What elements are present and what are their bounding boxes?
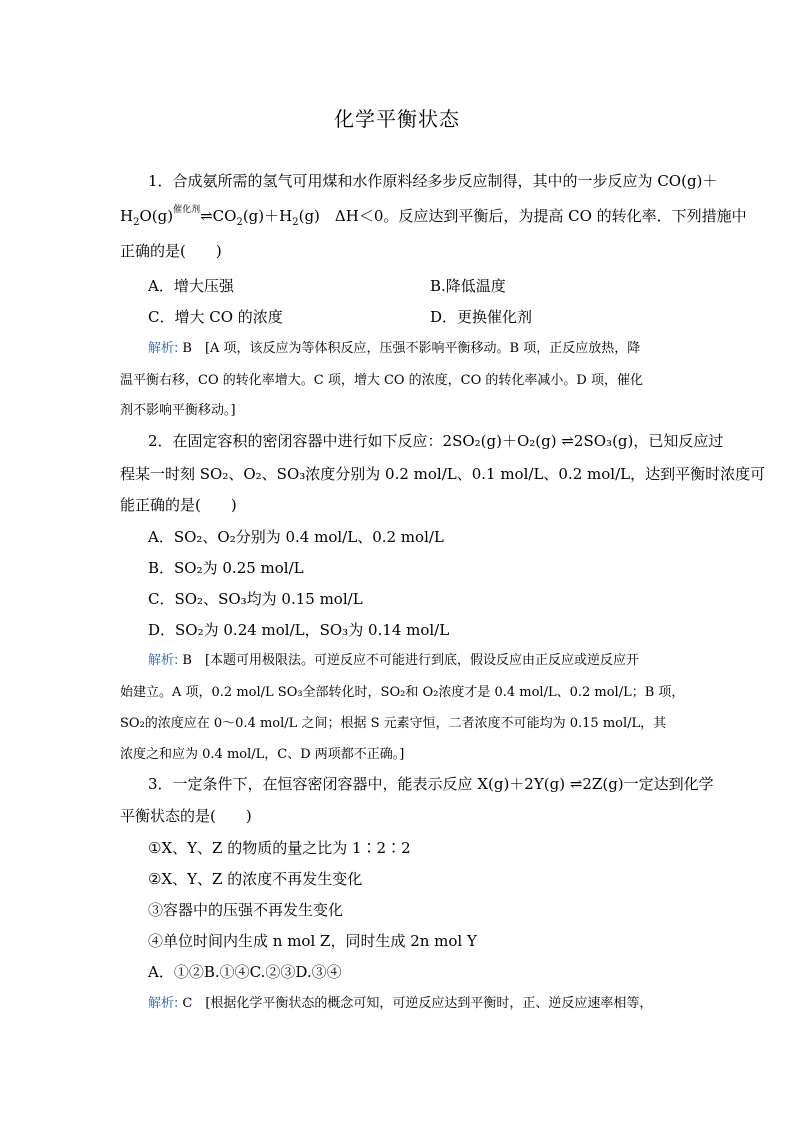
q2-option-a: A．SO₂、O₂分别为 0.4 mol/L、0.2 mol/L	[148, 528, 444, 546]
q2-analysis-line-2: 始建立。A 项，0.2 mol/L SO₃全部转化时，SO₂和 O₂浓度才是 0.4 mol/L、0.2 mol/L；B 项，	[120, 685, 685, 700]
q2-line-2: 程某一时刻 SO₂、O₂、SO₃浓度分别为 0.2 mol/L、0.1 mol/L、0.2 mol/L，达到平衡时浓度可	[120, 465, 766, 483]
analysis-label: 解析:	[148, 341, 179, 356]
q1-analysis-line-2: 温平衡右移，CO 的转化率增大。C 项，增大 CO 的浓度，CO 的转化率减小。D 项，催化	[120, 373, 643, 388]
q1-analysis-line-3: 剂不影响平衡移动。]	[120, 403, 236, 418]
analysis-label: 解析:	[148, 653, 179, 668]
q1-option-b: B.降低温度	[430, 277, 506, 295]
analysis-label: 解析:	[148, 996, 179, 1011]
q2-analysis-line-4: 浓度之和应为 0.4 mol/L，C、D 两项都不正确。]	[120, 747, 405, 762]
q2-option-c: C．SO₂、SO₃均为 0.15 mol/L	[148, 590, 363, 608]
q3-item-4: ④单位时间内生成 n mol Z，同时生成 2n mol Y	[148, 932, 477, 950]
q1-option-d: D．更换催化剂	[430, 308, 533, 326]
catalyst-label: 催化剂	[173, 205, 201, 215]
q1-option-a: A．增大压强	[148, 277, 234, 295]
q3-item-1: ①X、Y、Z 的物质的量之比为 1∶2∶2	[148, 839, 411, 857]
q1-line-3: 正确的是( )	[120, 242, 222, 260]
q1-line-1: 1．合成氨所需的氢气可用煤和水作原料经多步反应制得，其中的一步反应为 CO(g)＋	[148, 172, 718, 190]
q2-line-3: 能正确的是( )	[120, 496, 237, 514]
q2-option-d: D．SO₂为 0.24 mol/L，SO₃为 0.14 mol/L	[148, 621, 450, 639]
q3-line-1: 3．一定条件下，在恒容密闭容器中，能表示反应 X(g)＋2Y(g) ⇌2Z(g)一定达到化学	[148, 775, 714, 793]
q2-analysis-line-1: 解析: B [本题可用极限法。可逆反应不可能进行到底，假设反应由正反应或逆反应开	[148, 653, 640, 668]
q3-item-3: ③容器中的压强不再发生变化	[148, 901, 344, 919]
q1-option-c: C．增大 CO 的浓度	[148, 308, 283, 326]
q2-option-b: B．SO₂为 0.25 mol/L	[148, 559, 304, 577]
q3-analysis-line-1: 解析: C [根据化学平衡状态的概念可知，可逆反应达到平衡时，正、逆反应速率相等，	[148, 996, 653, 1011]
q1-analysis-line-1: 解析: B [A 项，该反应为等体积反应，压强不影响平衡移动。B 项，正反应放热，降	[148, 341, 641, 356]
q1-line-2: $H_2O(g)^{催化剂}\rightleftharpoons CO_2(g)+H_2(g)$ ΔH＜0。反应达到平衡后，为提高 CO 的转化率．下列措施中	[120, 205, 747, 228]
q2-line-1: 2．在固定容积的密闭容器中进行如下反应：2SO₂(g)＋O₂(g) ⇌2SO₃(g)，已知反应过	[148, 432, 724, 450]
q3-line-2: 平衡状态的是( )	[120, 807, 252, 825]
q2-analysis-line-3: SO₂的浓度应在 0～0.4 mol/L 之间；根据 S 元素守恒，二者浓度不可能均为 0.15 mol/L，其	[120, 716, 667, 731]
q3-options: A．①②B.①④C.②③D.③④	[148, 963, 342, 981]
q3-item-2: ②X、Y、Z 的浓度不再发生变化	[148, 870, 363, 888]
page-title: 化学平衡状态	[334, 107, 460, 131]
